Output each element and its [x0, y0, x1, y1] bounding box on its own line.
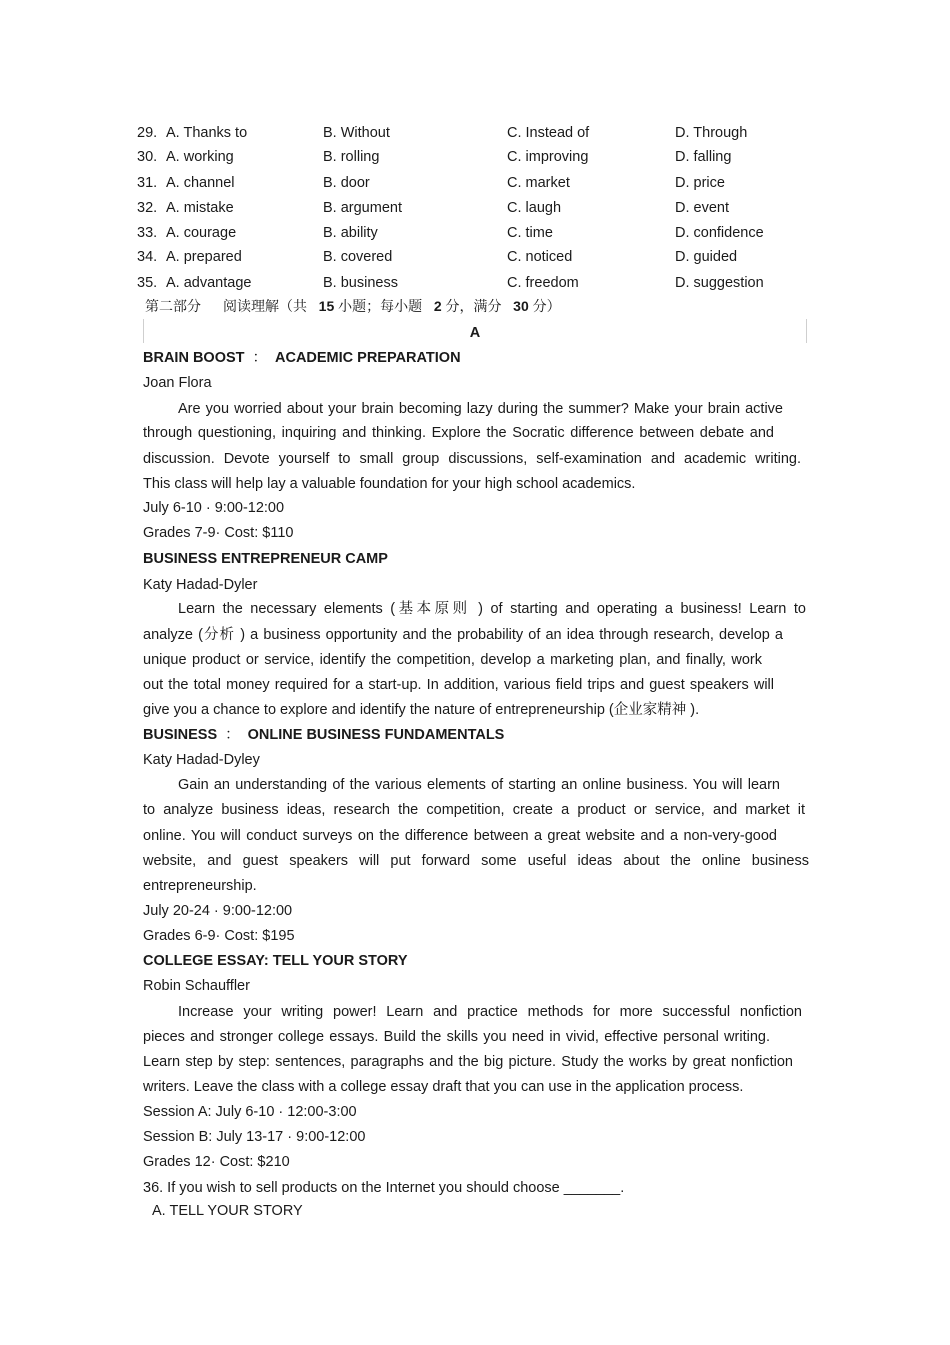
course-title-part: BRAIN BOOST	[143, 350, 245, 366]
option-c: C. market	[507, 175, 570, 191]
option-b: B. rolling	[323, 149, 380, 165]
option-b: B. business	[323, 275, 398, 291]
course-description-line: Gain an understanding of the various elements of starting an online business. You will learn	[178, 777, 780, 793]
option-a: A. advantage	[166, 275, 252, 291]
course-description-line: unique product or service, identify the competition, develop a marketing plan, and finally, work	[143, 652, 762, 668]
course-description-line: pieces and stronger college essays. Build the skills you need in vivid, effective personal writing.	[143, 1029, 770, 1045]
option-a: A. Thanks to	[166, 125, 248, 141]
course-description-line: website, and guest speakers will put forward some useful ideas about the online business	[143, 853, 809, 869]
option-c: C. noticed	[507, 249, 573, 265]
option-b: B. covered	[323, 249, 393, 265]
course-description-line: discussion. Devote yourself to small group discussions, self-examination and academic writing.	[143, 451, 801, 467]
option-d: D. confidence	[675, 225, 764, 241]
course-grades-cost: Grades 7-9· Cost: $110	[143, 525, 294, 541]
answer-option-a: A. TELL YOUR STORY	[152, 1203, 303, 1219]
course-grades-cost: Grades 12· Cost: $210	[143, 1154, 290, 1170]
option-b: B. argument	[323, 200, 402, 216]
option-b: B. Without	[323, 125, 390, 141]
course-author: Joan Flora	[143, 375, 212, 391]
question-number: 32.	[137, 200, 158, 216]
option-c: C. improving	[507, 149, 589, 165]
course-description-line: online. You will conduct surveys on the difference between a great website and a non-very-good	[143, 828, 777, 844]
title-separator: ：	[225, 727, 240, 743]
section-text: 分，满分	[445, 298, 502, 314]
option-a: A. prepared	[166, 249, 242, 265]
option-d: D. guided	[675, 249, 738, 265]
course-title	[143, 349, 461, 367]
question-number: 35.	[137, 275, 158, 291]
course-title	[143, 726, 504, 744]
course-session: Session B: July 13-17 · 9:00-12:00	[143, 1129, 366, 1145]
option-d: D. event	[675, 200, 729, 216]
course-description-line: Learn the necessary elements (基本原则 ) of starting and operating a business! Learn to	[178, 601, 806, 617]
option-c: C. freedom	[507, 275, 579, 291]
points-each: 2	[433, 298, 442, 314]
option-d: D. price	[675, 175, 725, 191]
option-a: A. channel	[166, 175, 235, 191]
section-text: 小题；每小题	[338, 298, 423, 314]
course-title: COLLEGE ESSAY: TELL YOUR STORY	[143, 953, 408, 969]
course-description-line: to analyze business ideas, research the competition, create a product or service, and market it	[143, 802, 805, 818]
course-title-part: ACADEMIC PREPARATION	[275, 350, 461, 366]
course-description-line: give you a chance to explore and identify the nature of entrepreneurship (企业家精神 ).	[143, 702, 700, 718]
course-description-line: through questioning, inquiring and thinking. Explore the Socratic difference between debate and	[143, 425, 774, 441]
question-number: 30.	[137, 149, 158, 165]
option-c: C. time	[507, 225, 553, 241]
course-author: Robin Schauffler	[143, 978, 250, 994]
course-description-line: entrepreneurship.	[143, 878, 257, 894]
course-session: Session A: July 6-10 · 12:00-3:00	[143, 1104, 357, 1120]
course-grades-cost: Grades 6-9· Cost: $195	[143, 928, 295, 944]
course-date: July 20-24 · 9:00-12:00	[143, 903, 293, 919]
question-number: 34.	[137, 249, 158, 265]
option-a: A. working	[166, 149, 234, 165]
section-text: 阅读理解（共	[223, 298, 307, 314]
course-description-line: This class will help lay a valuable foundation for your high school academics.	[143, 476, 636, 492]
course-description-line: Are you worried about your brain becoming lazy during the summer? Make your brain active	[178, 401, 783, 417]
section-part-label: 第二部分	[145, 298, 201, 314]
option-c: C. Instead of	[507, 125, 590, 141]
option-d: D. suggestion	[675, 275, 764, 291]
section-text: 分）	[532, 298, 561, 314]
question-number: 31.	[137, 175, 158, 191]
option-d: D. falling	[675, 149, 732, 165]
course-date: July 6-10 · 9:00-12:00	[143, 500, 285, 516]
course-description-line: out the total money required for a start-up. In addition, various field trips and guest speakers will	[143, 677, 774, 693]
question-stem: 36. If you wish to sell products on the Internet you should choose _______.	[143, 1180, 625, 1196]
course-description-line: writers. Leave the class with a college essay draft that you can use in the application process.	[143, 1079, 744, 1095]
option-b: B. door	[323, 175, 370, 191]
course-description-line: Increase your writing power! Learn and practice methods for more successful nonfiction	[178, 1004, 802, 1020]
total-points: 30	[513, 298, 529, 314]
option-d: D. Through	[675, 125, 748, 141]
option-c: C. laugh	[507, 200, 562, 216]
course-title-part: BUSINESS	[143, 727, 218, 743]
option-a: A. courage	[166, 225, 237, 241]
option-a: A. mistake	[166, 200, 234, 216]
course-title-part: ONLINE BUSINESS FUNDAMENTALS	[247, 727, 505, 743]
passage-letter: A	[469, 325, 481, 341]
section-header	[145, 297, 561, 315]
course-title: BUSINESS ENTREPRENEUR CAMP	[143, 551, 388, 567]
course-description-line: Learn step by step: sentences, paragraphs and the big picture. Study the works by great nonfiction	[143, 1054, 793, 1070]
question-count: 15	[318, 298, 335, 314]
option-b: B. ability	[323, 225, 378, 241]
question-number: 33.	[137, 225, 158, 241]
course-author: Katy Hadad-Dyley	[143, 752, 260, 768]
course-author: Katy Hadad-Dyler	[143, 577, 258, 593]
question-number: 29.	[137, 125, 158, 141]
course-description-line: analyze (分析 ) a business opportunity and the probability of an idea through research, develop a	[143, 627, 783, 643]
title-separator: ：	[252, 350, 267, 366]
